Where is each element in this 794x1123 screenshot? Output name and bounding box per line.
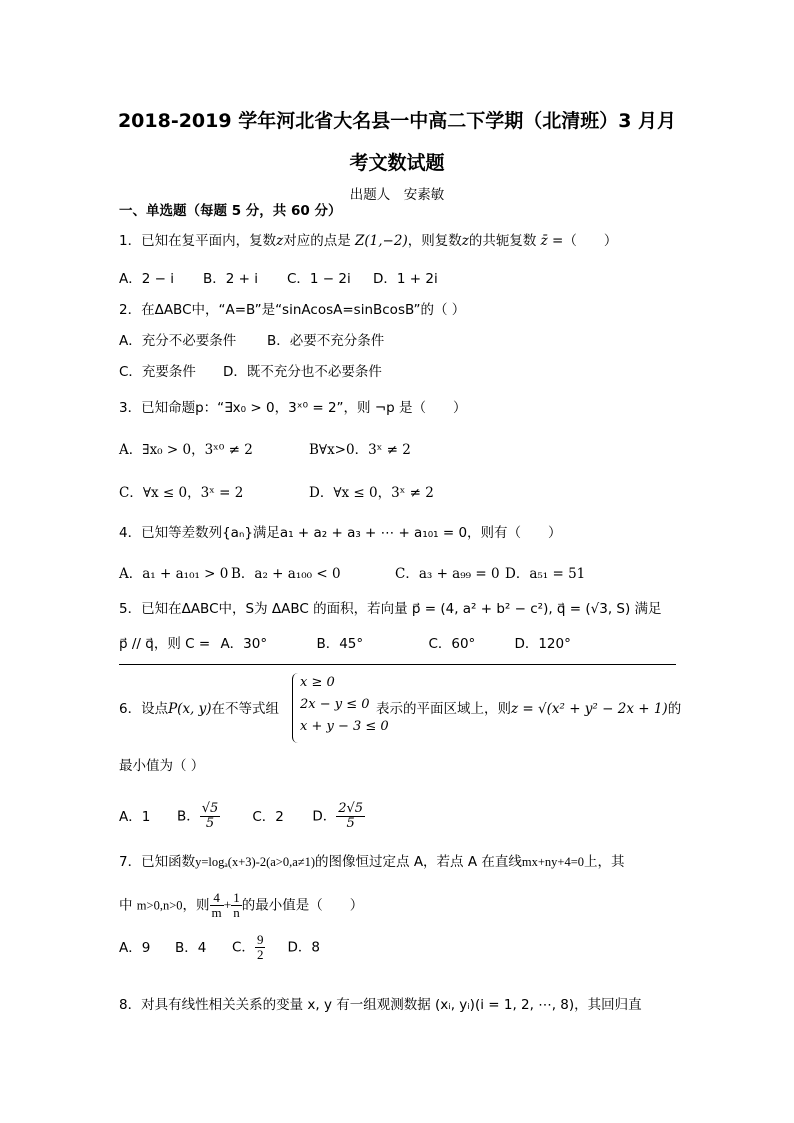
question-4-stem: 4．已知等差数列{aₙ}满足a₁ + a₂ + a₃ + ⋯ + a₁₀₁ = 0，则有（ ） bbox=[119, 525, 562, 541]
q3-option-c: C．∀x ≤ 0，3ˣ = 2 bbox=[119, 485, 244, 501]
question-1-stem: 1．已知在复平面内，复数z对应的点是 Z(1,−2)，则复数z的共轭复数 z̄ =（ ） bbox=[119, 233, 618, 249]
q5-option-c: C．60° bbox=[428, 636, 476, 652]
q6-option-a: A．1 bbox=[119, 808, 151, 825]
q4-option-a: A．a₁ + a₁₀₁ > 0 bbox=[119, 566, 229, 582]
question-5-stem-line1: 5．已知在ΔABC中，S为 ΔABC 的面积，若向量 p⃗ = (4, a² + b² − c²), q⃗ = (√3, S) 满足 bbox=[119, 601, 662, 617]
q7-option-b: B．4 bbox=[175, 939, 207, 956]
divider-line bbox=[119, 664, 676, 665]
question-3-options-row2 bbox=[119, 483, 434, 503]
question-7-stem: 7．已知函数y=logₐ(x+3)-2(a>0,a≠1)的图像恒过定点 A，若点 A 在直线mx+ny+4=0上，其 bbox=[119, 854, 625, 870]
q5-option-d: D．120° bbox=[514, 636, 571, 652]
question-6-stem: 6．设点P(x, y)在不等式组 bbox=[119, 701, 280, 717]
question-2-options-row2 bbox=[119, 362, 382, 382]
q6-option-d-label: D． bbox=[312, 808, 337, 825]
q1-option-b: B．2 + i bbox=[203, 271, 258, 287]
exam-title-line2: 考文数试题 bbox=[349, 152, 445, 174]
question-1-options bbox=[119, 269, 438, 289]
exam-title-line1: 2018-2019 学年河北省大名县一中高二下学期（北清班）3 月月 bbox=[117, 110, 677, 132]
question-2-options-row1 bbox=[119, 331, 384, 351]
question-6-stem-cont: 表示的平面区域上，则z = √(x² + y² − 2x + 1)的 bbox=[376, 701, 682, 717]
q1-option-d: D．1 + 2i bbox=[373, 271, 438, 287]
question-5-stem-line2: p⃗ // q⃗，则 C = A．30° B．45° C．60° D．120° bbox=[119, 636, 571, 652]
q2-option-b: B．必要不充分条件 bbox=[267, 333, 385, 349]
q2-option-a: A．充分不必要条件 bbox=[119, 333, 237, 349]
q4-option-d: D．a₅₁ = 51 bbox=[505, 566, 586, 582]
q3-option-a: A．∃x₀ > 0，3ˣ⁰ ≠ 2 bbox=[119, 442, 253, 458]
q3-option-d: D．∀x ≤ 0，3ˣ ≠ 2 bbox=[309, 485, 434, 501]
inequality-system: x ≥ 0 2x − y ≤ 0 x + y − 3 ≤ 0 bbox=[300, 675, 389, 734]
system-brace bbox=[292, 673, 299, 743]
q4-option-c: C．a₃ + a₉₉ = 0 bbox=[395, 566, 500, 582]
question-2-stem: 2．在ΔABC中，“A=B”是“sinAcosA=sinBcosB”的（ ） bbox=[119, 302, 466, 318]
q2-option-d: D．既不充分也不必要条件 bbox=[223, 364, 382, 380]
q7-fraction-1-n: $\frac{1}{n}$ bbox=[233, 890, 240, 920]
q6-option-d-fraction: $\frac{2√5}{5}$ bbox=[338, 801, 364, 831]
q6-option-c: C．2 bbox=[252, 808, 284, 825]
question-7-options bbox=[119, 933, 320, 962]
question-3-options-row1 bbox=[119, 440, 411, 460]
q6-option-b-label: B． bbox=[177, 808, 200, 825]
question-8-stem: 8．对具有线性相关关系的变量 x, y 有一组观测数据 (xᵢ, yᵢ)(i = 1, 2, ⋯, 8)，其回归直 bbox=[119, 997, 642, 1013]
q3-option-b: B∀x>0．3ˣ ≠ 2 bbox=[309, 442, 411, 458]
q7-option-c-fraction: $\frac{9}{2}$ bbox=[256, 932, 264, 962]
q5-option-a: A．30° bbox=[220, 636, 268, 652]
q7-fraction-4-m: $\frac{4}{m}$ bbox=[211, 890, 222, 920]
question-6-stem-line2: 最小值为（ ） bbox=[119, 758, 205, 774]
exam-author: 出题人 安素敏 bbox=[349, 187, 445, 203]
q7-option-c-label: C． bbox=[232, 939, 255, 956]
q1-option-c: C．1 − 2i bbox=[287, 271, 351, 287]
section-heading: 一、单选题（每题 5 分，共 60 分） bbox=[119, 203, 342, 219]
q6-option-b-fraction: $\frac{√5}{5}$ bbox=[201, 801, 219, 831]
q2-option-c: C．充要条件 bbox=[119, 364, 196, 380]
q1-option-a: A．2 − i bbox=[119, 271, 174, 287]
question-7-stem-line2: 中 m>0,n>0，则 $\frac{4}{m}$ + $\frac{1}{n}$ 的最小值是（ ） bbox=[119, 890, 364, 920]
q4-option-b: B．a₂ + a₁₀₀ < 0 bbox=[231, 566, 341, 582]
question-6-options bbox=[119, 802, 365, 831]
question-4-options bbox=[119, 564, 585, 584]
q5-option-b: B．45° bbox=[316, 636, 364, 652]
q7-option-d: D．8 bbox=[287, 939, 320, 956]
q7-option-a: A．9 bbox=[119, 939, 151, 956]
question-3-stem: 3．已知命题p：“∃x₀ > 0，3ˣ⁰ = 2”，则 ¬p 是（ ） bbox=[119, 400, 467, 416]
